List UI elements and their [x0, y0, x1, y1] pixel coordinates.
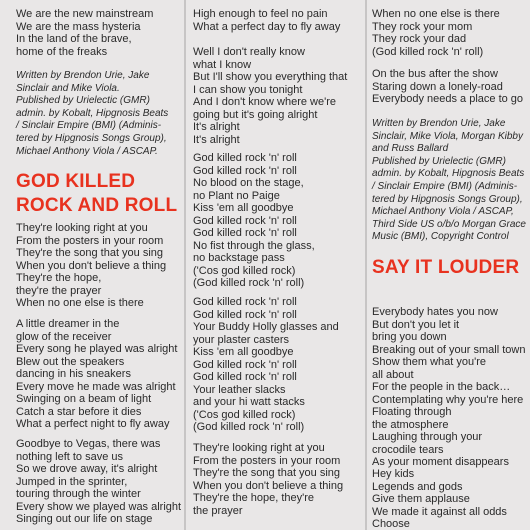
credits-god-killed-rock-and-roll — [16, 70, 180, 158]
lyric-line: home of the freaks — [16, 45, 108, 58]
credit-line: / Sinclair Empire (BMI) (Adminis- — [16, 120, 162, 132]
lyric-line: They're looking right at you — [193, 442, 325, 454]
lyric-line: From the posters in your room — [193, 454, 341, 467]
lyric-line: ('Cos god killed rock) — [193, 408, 296, 421]
lyric-line: (God killed rock 'n' roll) — [193, 277, 305, 289]
credit-line: Published by Urielectic (GMR) — [16, 95, 150, 107]
verse-block — [193, 46, 363, 146]
lyric-line: the prayer — [193, 504, 243, 517]
lyric-line: Show them what you're — [372, 356, 486, 368]
lyric-line: Contemplating why you're here — [372, 393, 524, 406]
lyric-line: I can show you tonight — [193, 83, 303, 96]
lyric-line: Jumped in the sprinter, — [16, 475, 128, 488]
lyric-line: Every show we played was alright — [16, 500, 182, 513]
lyric-line: God killed rock 'n' roll — [193, 308, 297, 321]
lyric-line: It's alright — [193, 121, 240, 133]
lyric-line: They're the hope, they're — [193, 492, 314, 504]
lyric-line: On the bus after the show — [372, 68, 498, 80]
lyric-line: When no one else is there — [16, 297, 144, 309]
lyric-line: A little dreamer in the — [16, 318, 120, 330]
lyrics-column-3 — [368, 0, 530, 530]
lyric-line: crocodile tears — [372, 443, 444, 456]
chorus-block — [193, 296, 363, 434]
lyric-line: As your moment disappears — [372, 456, 509, 468]
lyrics-column-2 — [187, 0, 365, 530]
lyric-line: bring you down — [372, 331, 447, 343]
verse-block — [16, 222, 180, 310]
credit-line: Michael Anthony Viola / ASCAP, — [372, 206, 514, 218]
lyric-line: God killed rock 'n' roll — [193, 296, 297, 308]
lyric-line: glow of the receiver — [16, 330, 112, 343]
lyric-line: So we drove away, it's alright — [16, 463, 158, 475]
lyric-line: Swinging on a beam of light — [16, 393, 152, 405]
lyric-line: Every song he played was alright — [16, 343, 178, 355]
lyric-line: Everybody needs a place to go — [372, 93, 524, 105]
verse-block — [372, 306, 530, 469]
song-title-say-it-louder: SAY IT LOUDER — [372, 257, 520, 278]
credit-line: Written by Brendon Urie, Jake — [372, 118, 506, 129]
lyric-line: We are the mass hysteria — [16, 20, 141, 33]
verse-block — [372, 468, 530, 530]
lyric-line: In the land of the brave, — [16, 33, 132, 45]
title-line: ROCK AND ROLL — [16, 195, 178, 216]
lyric-line: Catch a star before it dies — [16, 405, 142, 418]
lyric-line: When no one else is there — [372, 8, 500, 20]
lyric-line: Your leather slacks — [193, 383, 286, 396]
song-title-god-killed-rock-and-roll — [16, 170, 180, 218]
credit-line: admin. by Kobalt, Hipgnosis Beats — [372, 168, 525, 180]
credit-line: admin. by Kobalt, Hipgnosis Beats — [16, 107, 169, 119]
lyric-line: Kiss 'em all goodbye — [193, 202, 294, 214]
lyric-line: God killed rock 'n' roll — [193, 358, 297, 371]
lyric-line: Hey kids — [372, 468, 415, 480]
lyric-line: all about — [372, 368, 414, 381]
lyric-line: Kiss 'em all goodbye — [193, 346, 294, 358]
lyric-line: Staring down a lonely-road — [372, 80, 503, 93]
lyric-line: And I don't know where we're — [193, 96, 336, 108]
intro-lines — [16, 8, 180, 58]
lyrics-column-1 — [0, 0, 184, 530]
lyric-line: When you don't believe a thing — [193, 479, 344, 492]
lyric-line: They rock your mom — [372, 20, 473, 33]
credit-line: Published by Urielectic (GMR) — [372, 155, 506, 167]
lyric-line: God killed rock 'n' roll — [193, 371, 297, 383]
lyric-line: Your Buddy Holly glasses and — [193, 321, 339, 333]
lyric-line: Choose — [372, 518, 410, 530]
lyric-line: They're the hope, — [16, 272, 102, 284]
column-divider — [184, 0, 186, 530]
credit-line: Sinclair and Mike Viola. — [16, 82, 120, 94]
lyric-line: But I'll show you everything that — [193, 71, 348, 83]
lyric-line: your plaster casters — [193, 333, 289, 346]
lyric-line: dancing in his sneakers — [16, 368, 131, 380]
lyric-line: No blood on the stage, — [193, 177, 304, 189]
lyric-line: High enough to feel no pain — [193, 8, 328, 20]
lyric-line: Well I don't really know — [193, 46, 305, 58]
lyric-line: They rock your dad — [372, 33, 467, 45]
lyric-line: But don't you let it — [372, 318, 460, 331]
lyric-line: Breaking out of your small town — [372, 343, 526, 356]
lyric-line: Everybody hates you now — [372, 306, 498, 318]
lyric-line: Give them applause — [372, 493, 470, 505]
lyric-line: They're the song that you sing — [16, 247, 164, 259]
credit-line: Third Side US o/b/o Morgan Grace — [372, 218, 526, 230]
lyric-line: Legends and gods — [372, 480, 463, 493]
lyric-line: what I know — [193, 58, 252, 71]
lyric-line: God killed rock 'n' roll — [193, 227, 297, 239]
lyric-line: they're the prayer — [16, 284, 102, 297]
lyric-line: God killed rock 'n' roll — [193, 214, 297, 227]
title-line: GOD KILLED — [16, 171, 136, 192]
credit-line: Michael Anthony Viola / ASCAP. — [16, 145, 158, 157]
lyric-line: It's alright — [193, 133, 240, 146]
verse-block — [193, 442, 363, 517]
verse-block — [372, 68, 530, 106]
lyric-line: ('Cos god killed rock) — [193, 264, 296, 277]
credits-say-it-louder — [372, 118, 530, 244]
lyric-line: When you don't believe a thing — [16, 259, 167, 272]
lyric-line: No fist through the glass, — [193, 239, 315, 252]
lyric-line: (God killed rock 'n' roll) — [193, 421, 305, 433]
chorus-block — [193, 152, 363, 290]
lyric-line: no Plant no Paige — [193, 189, 280, 202]
lyric-line: They're the song that you sing — [193, 467, 341, 479]
credit-line: tered by Hipgnosis Songs Group), — [372, 193, 523, 205]
lyric-line: What a perfect day to fly away — [193, 20, 341, 33]
lyric-line: touring through the winter — [16, 488, 141, 500]
lyric-line: They're looking right at you — [16, 222, 148, 234]
lyric-line: nothing left to save us — [16, 450, 124, 463]
lyric-line: Blew out the speakers — [16, 355, 125, 368]
intro-lines — [193, 8, 363, 33]
lyric-line: Laughing through your — [372, 431, 483, 443]
lyric-line: no backstage pass — [193, 252, 285, 264]
lyric-line: God killed rock 'n' roll — [193, 152, 297, 164]
lyric-line: (God killed rock 'n' roll) — [372, 45, 484, 58]
credit-line: and Russ Ballard — [372, 143, 449, 155]
lyric-line: the atmosphere — [372, 418, 449, 431]
intro-lines — [372, 8, 530, 58]
lyric-line: Floating through — [372, 406, 452, 418]
credit-line: Music (BMI), Copyright Control — [372, 231, 509, 243]
lyric-line: What a perfect night to fly away — [16, 418, 170, 430]
lyric-line: We made it against all odds — [372, 505, 507, 518]
column-divider — [365, 0, 367, 530]
credit-line: / Sinclair Empire (BMI) (Adminis- — [372, 180, 518, 192]
credit-line: tered by Hipgnosis Songs Group), — [16, 132, 167, 144]
credit-line: Sinclair, Mike Viola, Morgan Kibby — [372, 130, 523, 142]
lyric-line: Singing out our life on stage — [16, 513, 153, 525]
lyric-line: going but it's going alright — [193, 108, 318, 121]
lyric-line: From the posters in your room — [16, 234, 164, 247]
lyric-line: Every move he made was alright — [16, 380, 176, 393]
lyric-line: For the people in the back… — [372, 381, 511, 393]
verse-block — [16, 318, 180, 431]
credit-line: Written by Brendon Urie, Jake — [16, 70, 150, 81]
lyric-line: God killed rock 'n' roll — [193, 164, 297, 177]
lyric-line: and your hi watt stacks — [193, 396, 305, 408]
verse-block — [16, 438, 180, 526]
lyric-line: We are the new mainstream — [16, 8, 154, 20]
lyric-line: Goodbye to Vegas, there was — [16, 438, 161, 450]
